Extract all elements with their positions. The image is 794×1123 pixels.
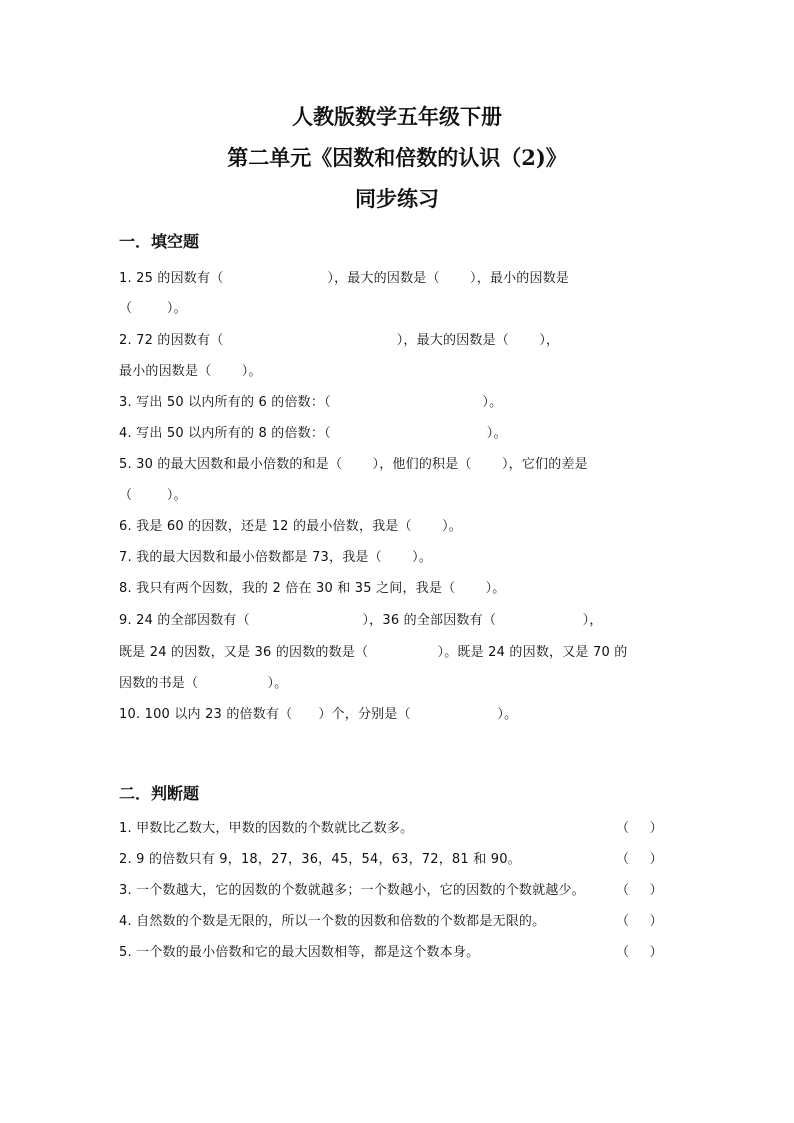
question-line: 7. 我的最大因数和最小倍数都是 73，我是（ ）。 [119,550,433,565]
question-line: 因数的书是（ ）。 [119,676,288,691]
question-line: 3. 写出 50 以内所有的 6 的倍数：（ ）。 [119,395,503,410]
judgment-item: 4. 自然数的个数是无限的，所以一个数的因数和倍数的个数都是无限的。 [119,914,546,929]
question-line: 4. 写出 50 以内所有的 8 的倍数：（ ）。 [119,426,507,441]
question-line: 8. 我只有两个因数，我的 2 倍在 30 和 35 之间，我是（ ）。 [119,581,506,596]
section-fill-in-heading: 一．填空题 [119,232,200,251]
title-line-3: 同步练习 [355,186,439,211]
question-line: 既是 24 的因数，又是 36 的因数的数是（ ）。既是 24 的因数，又是 70 的 [119,645,628,660]
question-line: （ ）。 [119,301,187,316]
question-line: 9. 24 的全部因数有（ ），36 的全部因数有（ ）， [119,613,603,628]
question-line: 最小的因数是（ ）。 [119,364,262,379]
question-line: 6. 我是 60 的因数，还是 12 的最小倍数，我是（ ）。 [119,519,462,534]
section-true-false-heading: 二．判断题 [119,784,200,803]
question-line: 2. 72 的因数有（ ），最大的因数是（ ）， [119,333,560,348]
judgment-item: 3. 一个数越大，它的因数的个数就越多；一个数越小，它的因数的个数就越少。 [119,883,585,898]
question-line: （ ）。 [119,488,187,503]
answer-parentheses: （ ） [616,914,663,929]
judgment-item: 1. 甲数比乙数大，甲数的因数的个数就比乙数多。 [119,821,414,836]
title-line-2: 第二单元《因数和倍数的认识（2)》 [227,145,567,170]
answer-parentheses: （ ） [616,945,663,960]
judgment-item: 2. 9 的倍数只有 9，18，27，36，45，54，63，72，81 和 90。 [119,852,521,867]
judgment-item: 5. 一个数的最小倍数和它的最大因数相等，都是这个数本身。 [119,945,480,960]
question-line: 10. 100 以内 23 的倍数有（ ）个，分别是（ ）。 [119,707,518,722]
answer-parentheses: （ ） [616,883,663,898]
answer-parentheses: （ ） [616,852,663,867]
title-line-1: 人教版数学五年级下册 [292,104,502,129]
question-line: 5. 30 的最大因数和最小倍数的和是（ ），他们的积是（ ），它们的差是 [119,457,588,472]
answer-parentheses: （ ） [616,821,663,836]
question-line: 1. 25 的因数有（ ），最大的因数是（ ），最小的因数是 [119,271,570,286]
